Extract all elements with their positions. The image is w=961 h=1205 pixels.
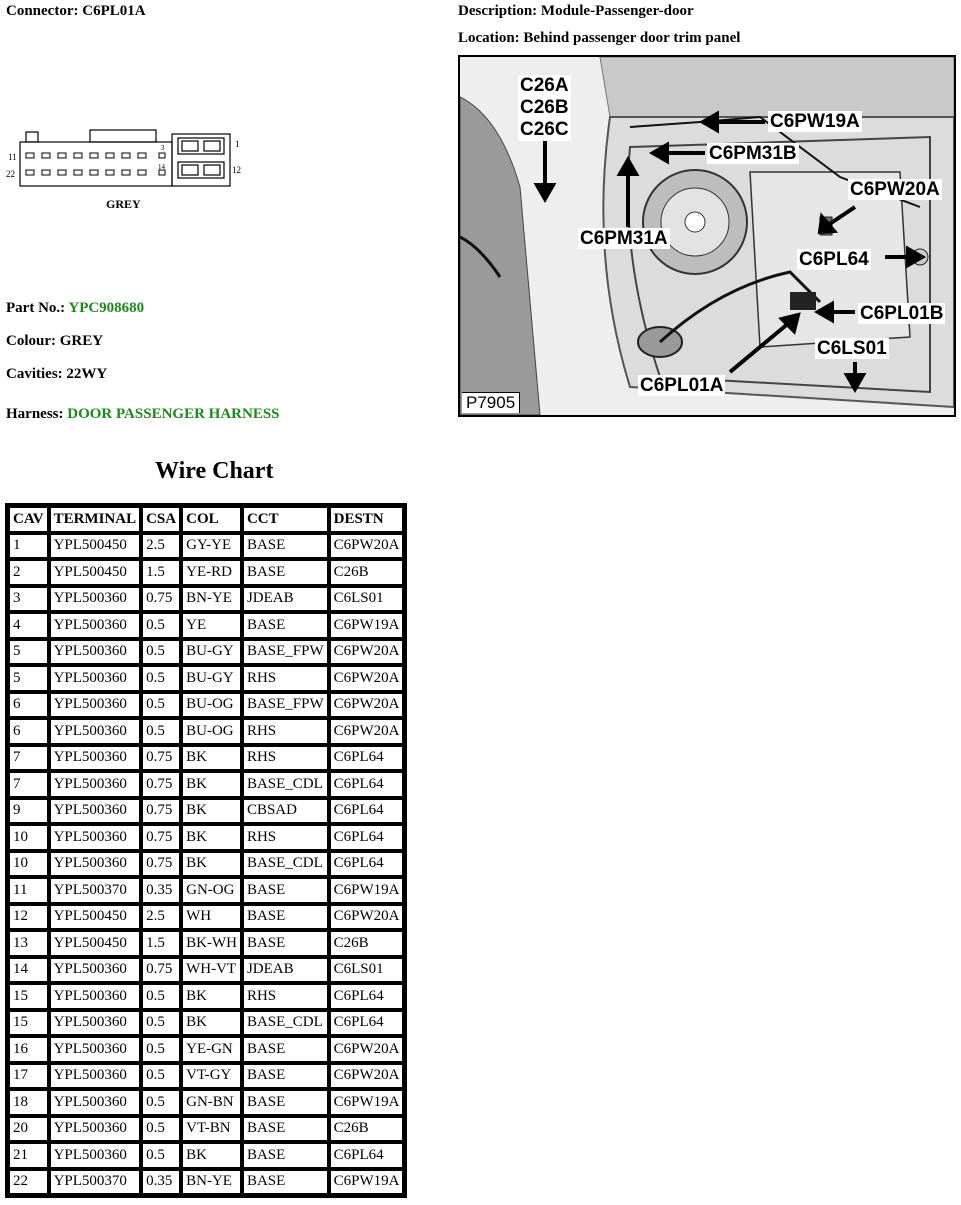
cell-cct: BASE xyxy=(242,612,329,639)
cell-csa: 0.5 xyxy=(141,665,181,692)
pin-1-label: 1 xyxy=(235,139,240,149)
part-no-link[interactable]: YPC908680 xyxy=(68,300,145,316)
cell-col: YE xyxy=(181,612,242,639)
cell-csa: 0.5 xyxy=(141,1036,181,1063)
cell-destn: C26B xyxy=(329,930,405,957)
location-label: Location: xyxy=(458,30,520,46)
cell-cct: BASE xyxy=(242,1116,329,1143)
cell-terminal: YPL500360 xyxy=(49,586,142,613)
table-row xyxy=(8,612,404,639)
cell-cct: BASE_CDL xyxy=(242,851,329,878)
callout-c6pw20a: C6PW20A xyxy=(850,179,940,200)
cell-terminal: YPL500450 xyxy=(49,533,142,560)
cell-cav: 17 xyxy=(8,1063,49,1090)
cell-cav: 15 xyxy=(8,1010,49,1037)
cell-destn: C6PL64 xyxy=(329,824,405,851)
cell-destn: C6PW20A xyxy=(329,1036,405,1063)
cell-cct: BASE xyxy=(242,559,329,586)
cell-destn: C6PL64 xyxy=(329,798,405,825)
cell-cav: 15 xyxy=(8,983,49,1010)
cell-col: BU-GY xyxy=(181,639,242,666)
cell-destn: C26B xyxy=(329,1116,405,1143)
cell-cct: RHS xyxy=(242,718,329,745)
cell-terminal: YPL500360 xyxy=(49,692,142,719)
location-photo xyxy=(458,55,956,417)
cell-terminal: YPL500360 xyxy=(49,771,142,798)
callout-c6pl64: C6PL64 xyxy=(799,249,869,270)
table-row xyxy=(8,639,404,666)
cell-destn: C6PW20A xyxy=(329,639,405,666)
cell-csa: 2.5 xyxy=(141,533,181,560)
cell-csa: 0.35 xyxy=(141,877,181,904)
col-destn: DESTN xyxy=(329,506,405,533)
cavities-field xyxy=(6,366,107,383)
cell-terminal: YPL500360 xyxy=(49,1036,142,1063)
cell-cct: BASE_CDL xyxy=(242,771,329,798)
cell-terminal: YPL500450 xyxy=(49,904,142,931)
cell-col: BK xyxy=(181,1142,242,1169)
cell-cav: 1 xyxy=(8,533,49,560)
cell-cct: RHS xyxy=(242,665,329,692)
cell-destn: C6PL64 xyxy=(329,1142,405,1169)
cell-cav: 20 xyxy=(8,1116,49,1143)
cell-csa: 0.5 xyxy=(141,983,181,1010)
callout-c6pw19a: C6PW19A xyxy=(770,111,860,132)
cell-destn: C6PW20A xyxy=(329,665,405,692)
cell-csa: 0.5 xyxy=(141,1010,181,1037)
cell-destn: C6PL64 xyxy=(329,851,405,878)
cell-col: GY-YE xyxy=(181,533,242,560)
table-row xyxy=(8,957,404,984)
description-label: Description: xyxy=(458,3,538,19)
cell-cct: JDEAB xyxy=(242,586,329,613)
connector-field xyxy=(6,3,146,20)
harness-field xyxy=(6,406,280,423)
cell-cct: BASE_CDL xyxy=(242,1010,329,1037)
wire-chart-title: Wire Chart xyxy=(155,458,274,484)
cell-terminal: YPL500360 xyxy=(49,745,142,772)
part-no-label: Part No.: xyxy=(6,300,66,316)
colour-field xyxy=(6,333,103,350)
harness-link[interactable]: DOOR PASSENGER HARNESS xyxy=(67,406,280,422)
table-row xyxy=(8,877,404,904)
table-row xyxy=(8,692,404,719)
cell-csa: 0.5 xyxy=(141,1116,181,1143)
table-row xyxy=(8,745,404,772)
cell-col: BK-WH xyxy=(181,930,242,957)
cell-csa: 0.5 xyxy=(141,1142,181,1169)
cell-csa: 1.5 xyxy=(141,559,181,586)
cell-col: BU-OG xyxy=(181,718,242,745)
cell-terminal: YPL500360 xyxy=(49,639,142,666)
table-row xyxy=(8,1063,404,1090)
callout-c6pm31a: C6PM31A xyxy=(580,228,668,249)
cell-cav: 13 xyxy=(8,930,49,957)
cell-cct: BASE_FPW xyxy=(242,692,329,719)
cell-cav: 5 xyxy=(8,665,49,692)
cell-destn: C6PW19A xyxy=(329,1089,405,1116)
callout-c6pl01b: C6PL01B xyxy=(860,303,944,324)
table-row xyxy=(8,718,404,745)
cell-csa: 0.75 xyxy=(141,851,181,878)
location-field xyxy=(458,30,740,47)
cell-col: YE-GN xyxy=(181,1036,242,1063)
cell-cct: BASE xyxy=(242,904,329,931)
cell-cav: 9 xyxy=(8,798,49,825)
cell-cct: JDEAB xyxy=(242,957,329,984)
cell-terminal: YPL500360 xyxy=(49,957,142,984)
cell-csa: 0.5 xyxy=(141,1089,181,1116)
cell-csa: 0.75 xyxy=(141,586,181,613)
cell-terminal: YPL500360 xyxy=(49,612,142,639)
description-field xyxy=(458,3,694,20)
cell-cav: 11 xyxy=(8,877,49,904)
cell-destn: C6PW20A xyxy=(329,692,405,719)
location-value: Behind passenger door trim panel xyxy=(523,30,741,46)
cell-terminal: YPL500360 xyxy=(49,718,142,745)
table-row xyxy=(8,904,404,931)
callout-c6pm31b: C6PM31B xyxy=(709,143,797,164)
cell-terminal: YPL500360 xyxy=(49,798,142,825)
cell-cav: 2 xyxy=(8,559,49,586)
cell-destn: C6PL64 xyxy=(329,745,405,772)
table-row xyxy=(8,665,404,692)
cell-cav: 10 xyxy=(8,851,49,878)
cell-terminal: YPL500360 xyxy=(49,983,142,1010)
cell-csa: 1.5 xyxy=(141,930,181,957)
cell-destn: C6PL64 xyxy=(329,1010,405,1037)
cell-csa: 0.75 xyxy=(141,798,181,825)
col-col: COL xyxy=(181,506,242,533)
cell-cav: 7 xyxy=(8,745,49,772)
cell-terminal: YPL500450 xyxy=(49,930,142,957)
table-row xyxy=(8,824,404,851)
cell-terminal: YPL500360 xyxy=(49,1063,142,1090)
col-cav: CAV xyxy=(8,506,49,533)
cell-csa: 0.75 xyxy=(141,957,181,984)
callout-c26 xyxy=(518,75,571,141)
callout-c6pl01a: C6PL01A xyxy=(640,375,724,396)
cell-csa: 0.75 xyxy=(141,771,181,798)
table-row xyxy=(8,1169,404,1196)
cell-col: GN-OG xyxy=(181,877,242,904)
pin-22-label: 22 xyxy=(6,169,15,179)
cell-terminal: YPL500360 xyxy=(49,824,142,851)
cell-csa: 2.5 xyxy=(141,904,181,931)
cell-terminal: YPL500360 xyxy=(49,851,142,878)
cell-cct: BASE xyxy=(242,1142,329,1169)
cell-cct: CBSAD xyxy=(242,798,329,825)
cell-cav: 6 xyxy=(8,718,49,745)
cell-col: BU-OG xyxy=(181,692,242,719)
cell-col: BN-YE xyxy=(181,586,242,613)
cell-col: WH xyxy=(181,904,242,931)
table-row xyxy=(8,1089,404,1116)
cell-cav: 14 xyxy=(8,957,49,984)
callout-c26b: C26B xyxy=(520,97,569,118)
cell-cav: 7 xyxy=(8,771,49,798)
table-row xyxy=(8,1116,404,1143)
cell-col: BK xyxy=(181,1010,242,1037)
cell-cct: BASE xyxy=(242,930,329,957)
cavities-label: Cavities: xyxy=(6,366,63,382)
table-row xyxy=(8,930,404,957)
table-row xyxy=(8,983,404,1010)
col-csa: CSA xyxy=(141,506,181,533)
colour-label: Colour: xyxy=(6,333,56,349)
callout-c26c: C26C xyxy=(520,119,569,140)
cell-cct: BASE xyxy=(242,1089,329,1116)
cell-terminal: YPL500370 xyxy=(49,877,142,904)
cell-col: BK xyxy=(181,983,242,1010)
cell-csa: 0.5 xyxy=(141,639,181,666)
cell-destn: C6PW19A xyxy=(329,1169,405,1196)
table-row xyxy=(8,851,404,878)
table-row xyxy=(8,771,404,798)
cell-destn: C6PW19A xyxy=(329,612,405,639)
cell-cct: BASE xyxy=(242,1036,329,1063)
cell-cav: 6 xyxy=(8,692,49,719)
cell-terminal: YPL500360 xyxy=(49,1010,142,1037)
pin-12-label: 12 xyxy=(232,165,241,175)
cell-cav: 21 xyxy=(8,1142,49,1169)
cell-csa: 0.5 xyxy=(141,718,181,745)
table-row xyxy=(8,1010,404,1037)
cell-cav: 22 xyxy=(8,1169,49,1196)
cell-col: YE-RD xyxy=(181,559,242,586)
cell-cav: 5 xyxy=(8,639,49,666)
table-row xyxy=(8,559,404,586)
cell-col: BK xyxy=(181,798,242,825)
wire-chart-header-row xyxy=(8,506,404,533)
harness-label: Harness: xyxy=(6,406,64,422)
cell-terminal: YPL500450 xyxy=(49,559,142,586)
cell-csa: 0.75 xyxy=(141,745,181,772)
callout-c6ls01: C6LS01 xyxy=(817,338,887,359)
cell-destn: C6PW20A xyxy=(329,1063,405,1090)
cell-destn: C26B xyxy=(329,559,405,586)
cell-csa: 0.75 xyxy=(141,824,181,851)
drawing-colour-label: GREY xyxy=(106,197,141,211)
cell-destn: C6PW20A xyxy=(329,904,405,931)
cell-destn: C6PL64 xyxy=(329,983,405,1010)
cell-cav: 16 xyxy=(8,1036,49,1063)
col-terminal: TERMINAL xyxy=(49,506,142,533)
cell-col: BK xyxy=(181,851,242,878)
cell-col: WH-VT xyxy=(181,957,242,984)
cell-col: GN-BN xyxy=(181,1089,242,1116)
cell-terminal: YPL500370 xyxy=(49,1169,142,1196)
pin-14-label: 14 xyxy=(158,163,165,171)
connector-label: Connector: xyxy=(6,3,79,19)
cell-cav: 3 xyxy=(8,586,49,613)
cell-cav: 12 xyxy=(8,904,49,931)
part-no-field xyxy=(6,300,144,317)
table-row xyxy=(8,1142,404,1169)
cell-csa: 0.35 xyxy=(141,1169,181,1196)
col-cct: CCT xyxy=(242,506,329,533)
cell-cct: RHS xyxy=(242,983,329,1010)
cell-terminal: YPL500360 xyxy=(49,1116,142,1143)
cell-col: BN-YE xyxy=(181,1169,242,1196)
cell-cct: RHS xyxy=(242,824,329,851)
cell-csa: 0.5 xyxy=(141,692,181,719)
cell-cct: BASE_FPW xyxy=(242,639,329,666)
cell-cct: BASE xyxy=(242,1063,329,1090)
table-row xyxy=(8,533,404,560)
cell-terminal: YPL500360 xyxy=(49,1089,142,1116)
cell-cct: BASE xyxy=(242,533,329,560)
cell-col: BK xyxy=(181,771,242,798)
pin-11-label: 11 xyxy=(8,152,17,162)
cell-destn: C6PW19A xyxy=(329,877,405,904)
pin-3-label: 3 xyxy=(161,144,165,152)
cell-col: VT-GY xyxy=(181,1063,242,1090)
connector-face-drawing xyxy=(6,128,246,218)
cell-col: BK xyxy=(181,745,242,772)
cell-csa: 0.5 xyxy=(141,1063,181,1090)
description-value: Module-Passenger-door xyxy=(540,3,694,19)
cell-col: BK xyxy=(181,824,242,851)
cell-csa: 0.5 xyxy=(141,612,181,639)
cell-cct: BASE xyxy=(242,877,329,904)
cell-destn: C6LS01 xyxy=(329,586,405,613)
cell-col: VT-BN xyxy=(181,1116,242,1143)
cell-terminal: YPL500360 xyxy=(49,665,142,692)
cell-destn: C6PW20A xyxy=(329,533,405,560)
cell-destn: C6PW20A xyxy=(329,718,405,745)
cell-terminal: YPL500360 xyxy=(49,1142,142,1169)
table-row xyxy=(8,798,404,825)
cavities-value: 22WY xyxy=(66,366,108,382)
colour-value: GREY xyxy=(59,333,104,349)
cell-col: BU-GY xyxy=(181,665,242,692)
cell-cct: RHS xyxy=(242,745,329,772)
cell-cct: BASE xyxy=(242,1169,329,1196)
cell-cav: 18 xyxy=(8,1089,49,1116)
table-row xyxy=(8,1036,404,1063)
cell-destn: C6LS01 xyxy=(329,957,405,984)
cell-cav: 10 xyxy=(8,824,49,851)
connector-value: C6PL01A xyxy=(82,3,146,19)
table-row xyxy=(8,586,404,613)
wire-chart-table xyxy=(5,503,407,1198)
callout-c26a: C26A xyxy=(520,75,569,96)
cell-destn: C6PL64 xyxy=(329,771,405,798)
photo-reference: P7905 xyxy=(462,392,520,413)
cell-cav: 4 xyxy=(8,612,49,639)
